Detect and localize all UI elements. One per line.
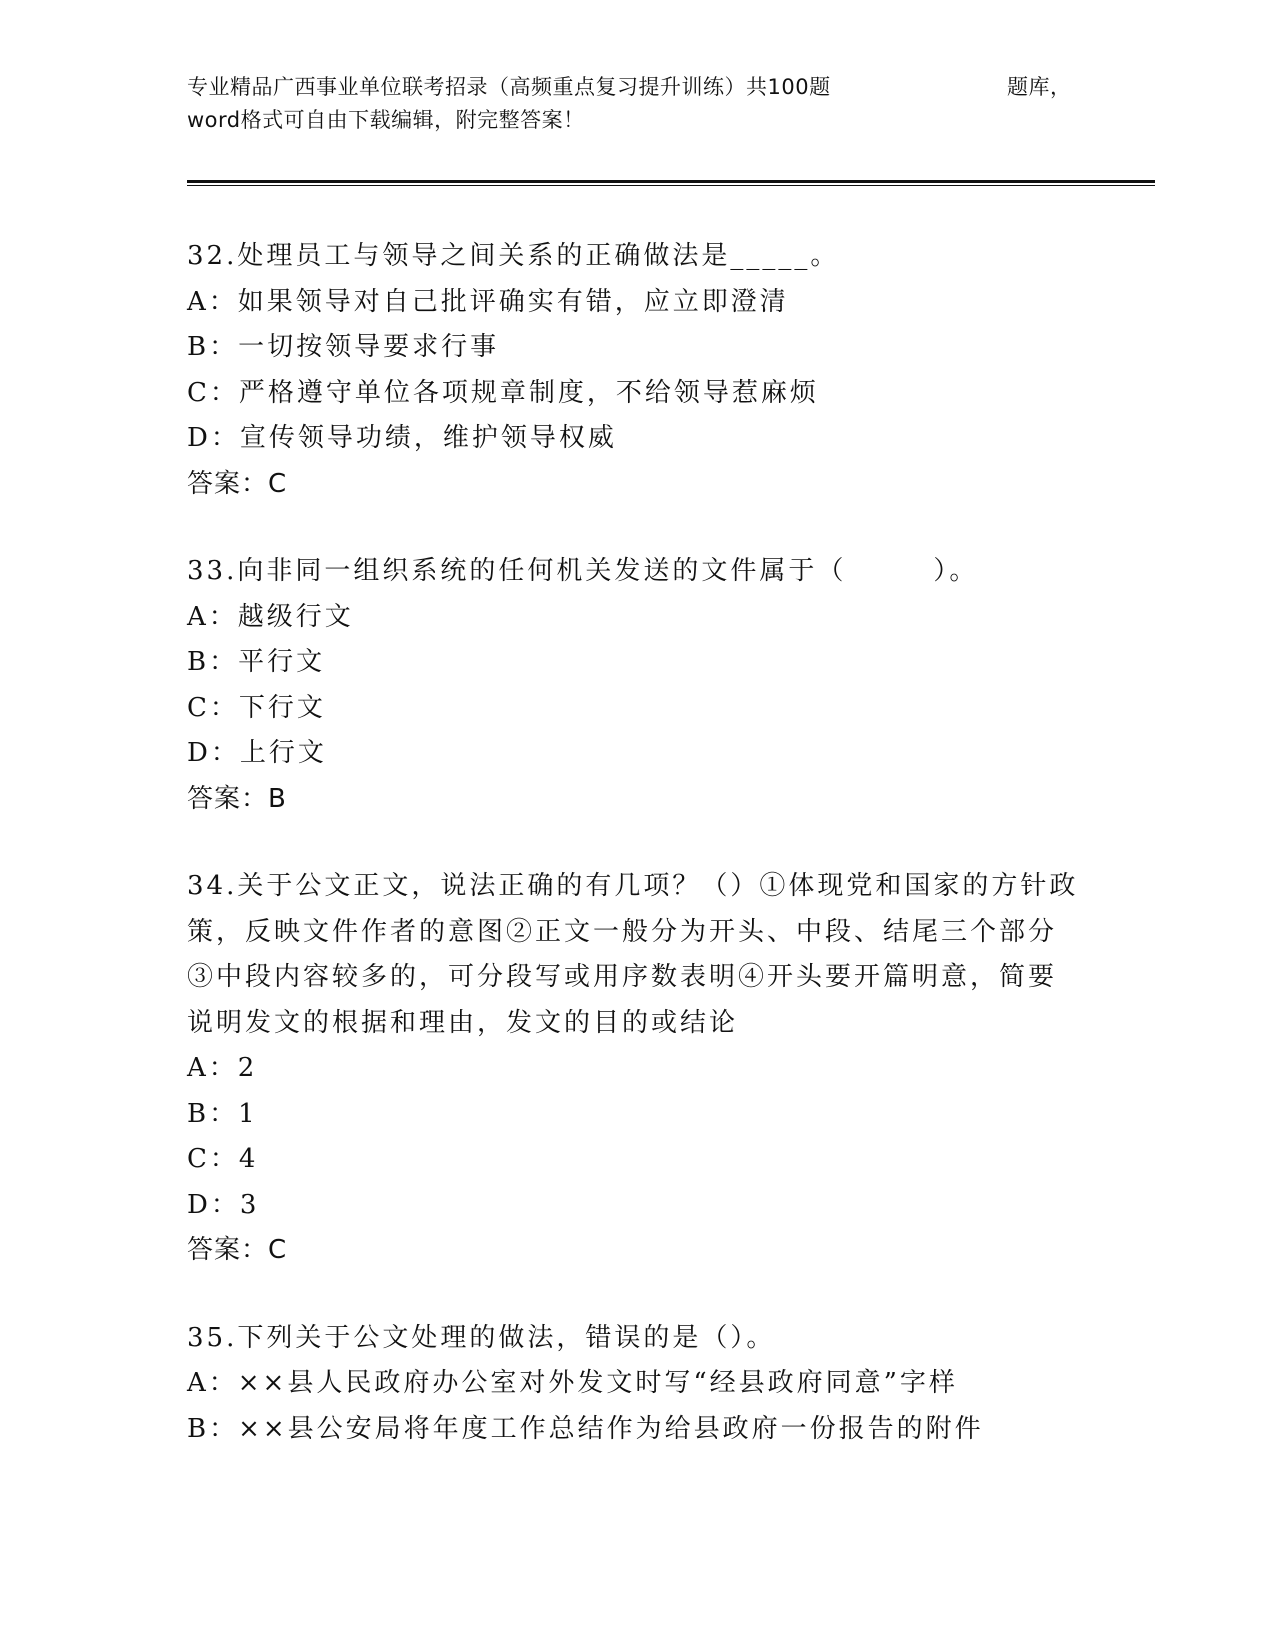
- option-c: C：下行文: [187, 692, 326, 723]
- question-34: [187, 864, 1087, 1274]
- option-a: A：2: [187, 1053, 258, 1083]
- question-35: [187, 1316, 1087, 1453]
- option-c: C：严格遵守单位各项规章制度，不给领导惹麻烦: [187, 377, 819, 408]
- question-32: [187, 234, 1087, 507]
- option-c: C：4: [187, 1144, 259, 1174]
- option-a: A：如果领导对自己批评确实有错，应立即澄清: [187, 286, 789, 317]
- header-subtitle: word格式可自由下载编辑，附完整答案！: [187, 108, 585, 132]
- question-stem-line: 说明发文的根据和理由，发文的目的或结论: [187, 1007, 739, 1038]
- header-title-line: [187, 71, 1087, 104]
- question-33: [187, 549, 1087, 822]
- question-stem: 32.处理员工与领导之间关系的正确做法是_____。: [187, 241, 840, 271]
- option-d: D：上行文: [187, 738, 327, 768]
- question-stem: 33.向非同一组织系统的任何机关发送的文件属于（ ）。: [187, 556, 979, 586]
- answer-label: 答案：C: [187, 468, 288, 499]
- option-b: B：××县公安局将年度工作总结作为给县政府一份报告的附件: [187, 1413, 984, 1444]
- option-a: A：××县人民政府办公室对外发文时写“经县政府同意”字样: [187, 1368, 958, 1398]
- option-d: D：宣传领导功绩，维护领导权威: [187, 423, 617, 453]
- option-b: B：一切按领导要求行事: [187, 332, 500, 362]
- option-b: B：1: [187, 1098, 258, 1129]
- answer-label: 答案：C: [187, 1235, 288, 1265]
- question-stem-line: 策，反映文件作者的意图②正文一般分为开头、中段、结尾三个部分: [187, 916, 1058, 947]
- document-header: [187, 71, 1087, 137]
- header-divider-thin: [187, 185, 1155, 186]
- question-stem: 35.下列关于公文处理的做法，错误的是（）。: [187, 1322, 776, 1353]
- question-stem-line: 34.关于公文正文，说法正确的有几项？（）①体现党和国家的方针政: [187, 871, 1079, 901]
- option-a: A：越级行文: [187, 601, 354, 632]
- header-title: 专业精品广西事业单位联考招录（高频重点复习提升训练）共100题: [187, 75, 831, 99]
- question-list: [187, 234, 1087, 1494]
- answer-label: 答案：B: [187, 783, 287, 814]
- option-d: D：3: [187, 1189, 260, 1220]
- header-divider-thick: [187, 180, 1155, 183]
- option-b: B：平行文: [187, 647, 326, 677]
- header-title-tail: 题库，: [1007, 75, 1072, 99]
- question-stem-line: ③中段内容较多的，可分段写或用序数表明④开头要开篇明意，简要: [187, 962, 1058, 992]
